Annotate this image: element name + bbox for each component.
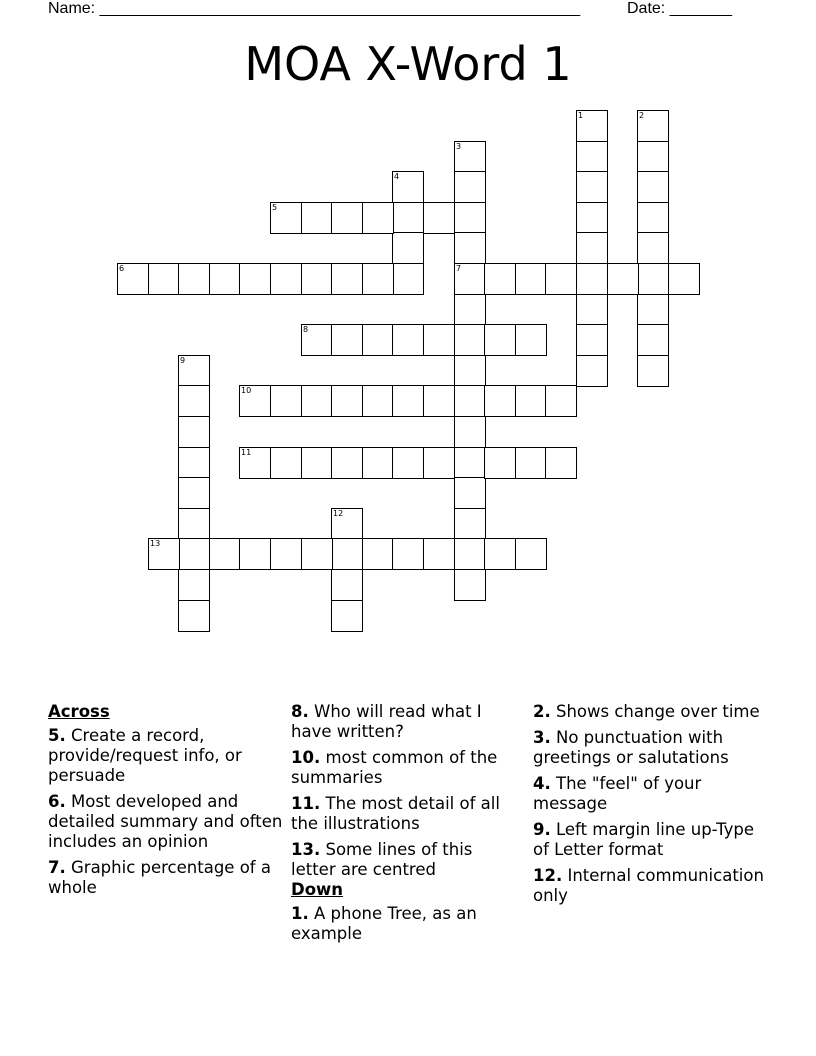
grid-cell[interactable] [576,202,608,234]
grid-cell[interactable] [637,324,669,356]
grid-cell[interactable] [484,324,516,356]
grid-cell[interactable] [637,141,669,173]
grid-cell[interactable] [270,263,302,295]
clue-number: 2 [639,111,645,120]
grid-cell[interactable] [637,110,669,142]
grid-cell[interactable] [423,385,455,417]
grid-cell[interactable] [637,232,669,264]
clue-number: 10 [241,386,252,395]
grid-cell[interactable] [454,385,486,417]
clues-column-2 [291,702,521,950]
clue-number: 6 [119,264,125,273]
grid-cell[interactable] [484,385,516,417]
grid-cell[interactable] [454,508,486,540]
grid-cell[interactable] [331,263,363,295]
clues-column-3 [533,702,773,912]
grid-cell[interactable] [392,202,424,234]
clue-down-4: 4. The "feel" of your message [533,774,702,813]
grid-cell[interactable] [454,171,486,203]
grid-cell[interactable] [239,385,271,417]
grid-cell[interactable] [637,355,669,387]
grid-cell[interactable] [362,538,394,570]
grid-cell[interactable] [178,569,210,601]
clue-across-8: 8. Who will read what I have written? [291,702,482,741]
grid-cell[interactable] [637,171,669,203]
grid-cell[interactable] [178,385,210,417]
grid-cell[interactable] [178,508,210,540]
grid-cell[interactable] [178,538,210,570]
grid-cell[interactable] [392,385,424,417]
clue-number: 4 [394,172,400,181]
grid-cell[interactable] [454,141,486,173]
clue-down-3: 3. No punctuation with greetings or salutations [533,728,729,767]
grid-cell[interactable] [301,538,333,570]
clue-down-1: 1. A phone Tree, as an example [291,904,477,943]
grid-cell[interactable] [545,263,577,295]
clue-down-2: 2. Shows change over time [533,702,760,721]
grid-cell[interactable] [209,263,241,295]
clue-number: 8 [303,325,309,334]
grid-cell[interactable] [454,202,486,234]
grid-cell[interactable] [331,600,363,632]
date-field[interactable]: Date: _______ [627,0,732,17]
grid-cell[interactable] [362,202,394,234]
clue-number: 1 [578,111,584,120]
grid-cell[interactable] [484,447,516,479]
grid-cell[interactable] [362,324,394,356]
clue-number: 13 [150,539,161,548]
grid-cell[interactable] [454,416,486,448]
grid-cell[interactable] [331,508,363,540]
grid-cell[interactable] [637,263,669,295]
grid-cell[interactable] [209,538,241,570]
grid-cell[interactable] [454,324,486,356]
grid-cell[interactable] [423,202,455,234]
grid-cell[interactable] [331,202,363,234]
grid-cell[interactable] [331,447,363,479]
grid-cell[interactable] [178,416,210,448]
grid-cell[interactable] [301,263,333,295]
clue-number: 5 [272,203,278,212]
grid-cell[interactable] [607,263,639,295]
grid-cell[interactable] [239,447,271,479]
clue-across-10: 10. most common of the summaries [291,748,498,787]
grid-cell[interactable] [454,477,486,509]
grid-cell[interactable] [576,263,608,295]
grid-cell[interactable] [637,294,669,326]
grid-cell[interactable] [576,324,608,356]
grid-cell[interactable] [423,538,455,570]
grid-cell[interactable] [515,324,547,356]
grid-cell[interactable] [515,538,547,570]
clue-number: 3 [456,142,462,151]
grid-cell[interactable] [270,447,302,479]
grid-cell[interactable] [637,202,669,234]
grid-cell[interactable] [392,171,424,203]
clue-across-5: 5. Create a record, provide/request info, or persuade [48,726,242,785]
grid-cell[interactable] [270,202,302,234]
clue-number: 7 [456,264,462,273]
grid-cell[interactable] [668,263,700,295]
grid-cell[interactable] [239,538,271,570]
grid-cell[interactable] [454,538,486,570]
grid-cell[interactable] [331,385,363,417]
grid-cell[interactable] [117,263,149,295]
clue-across-6: 6. Most developed and detailed summary and often includes an opinion [48,792,283,851]
grid-cell[interactable] [301,324,333,356]
grid-cell[interactable] [178,355,210,387]
grid-cell[interactable] [454,263,486,295]
grid-cell[interactable] [484,263,516,295]
grid-cell[interactable] [515,263,547,295]
clue-across-7: 7. Graphic percentage of a whole [48,858,271,897]
grid-cell[interactable] [148,263,180,295]
grid-cell[interactable] [454,355,486,387]
grid-cell[interactable] [454,447,486,479]
grid-cell[interactable] [331,538,363,570]
grid-cell[interactable] [484,538,516,570]
grid-cell[interactable] [392,447,424,479]
grid-cell[interactable] [515,447,547,479]
clue-number: 9 [180,356,186,365]
grid-cell[interactable] [331,569,363,601]
grid-cell[interactable] [362,263,394,295]
clue-number: 11 [241,448,252,457]
grid-cell[interactable] [270,538,302,570]
clue-down-12: 12. Internal communication only [533,866,764,905]
grid-cell[interactable] [576,232,608,264]
grid-cell[interactable] [576,171,608,203]
grid-cell[interactable] [178,477,210,509]
grid-cell[interactable] [362,385,394,417]
grid-cell[interactable] [178,447,210,479]
grid-cell[interactable] [423,324,455,356]
grid-cell[interactable] [454,232,486,264]
grid-cell[interactable] [392,538,424,570]
grid-cell[interactable] [423,447,455,479]
across-heading: Across [48,702,110,721]
grid-cell[interactable] [392,232,424,264]
grid-cell[interactable] [454,569,486,601]
grid-cell[interactable] [545,385,577,417]
grid-cell[interactable] [392,263,424,295]
clue-number: 12 [333,509,344,518]
clue-down-9: 9. Left margin line up-Type of Letter format [533,820,755,859]
grid-cell[interactable] [301,385,333,417]
grid-cell[interactable] [392,324,424,356]
clue-across-13: 13. Some lines of this letter are centred [291,840,473,879]
grid-cell[interactable] [362,447,394,479]
grid-cell[interactable] [178,263,210,295]
grid-cell[interactable] [454,294,486,326]
page-title: MOA X-Word 1 [244,37,572,91]
clue-across-11: 11. The most detail of all the illustrations [291,794,500,833]
grid-cell[interactable] [148,538,180,570]
grid-cell[interactable] [331,324,363,356]
grid-cell[interactable] [178,600,210,632]
grid-cell[interactable] [270,385,302,417]
grid-cell[interactable] [301,202,333,234]
grid-cell[interactable] [576,355,608,387]
clues-column-1 [48,702,283,904]
grid-cell[interactable] [576,110,608,142]
grid-cell[interactable] [239,263,271,295]
name-field[interactable]: Name: ______________________________________________________ [48,0,581,17]
grid-cell[interactable] [301,447,333,479]
grid-cell[interactable] [576,294,608,326]
grid-cell[interactable] [515,385,547,417]
down-heading: Down [291,880,344,899]
grid-cell[interactable] [545,447,577,479]
grid-cell[interactable] [576,141,608,173]
